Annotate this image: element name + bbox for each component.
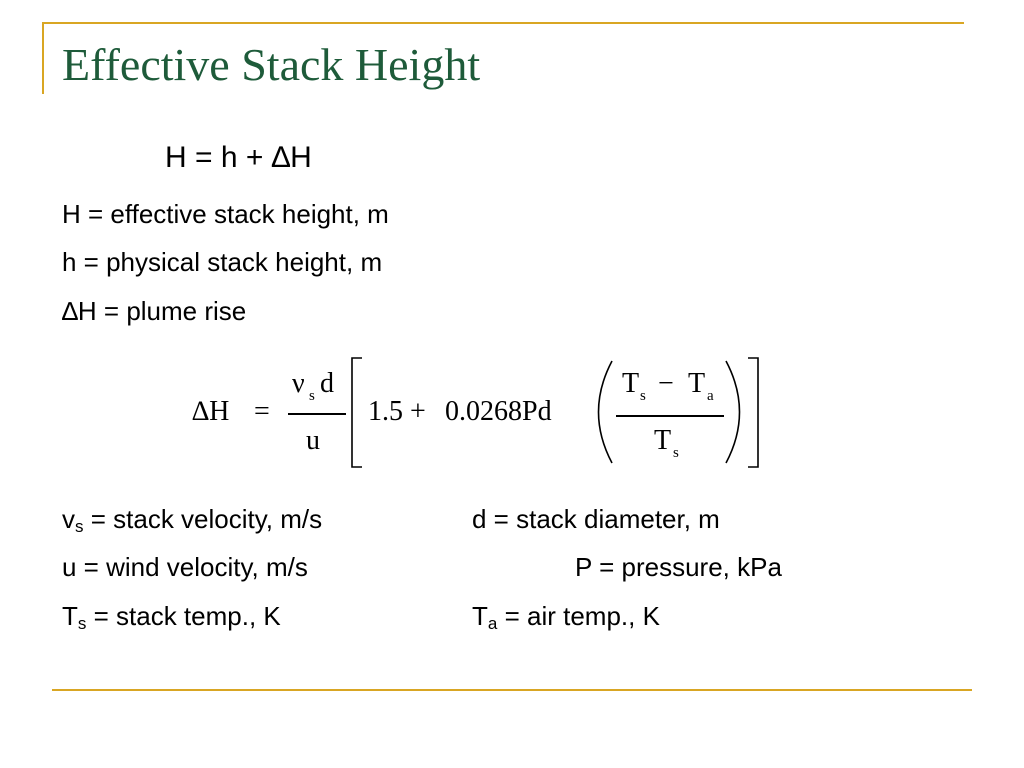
definition-plume-rise: ∆H = plume rise <box>62 296 247 326</box>
left-paren <box>599 361 613 463</box>
left-rule <box>42 22 44 94</box>
formula-equals: = <box>254 396 270 427</box>
top-rule <box>42 22 964 24</box>
variable-air-temp: $T_a$ = air temp., K <box>472 601 660 633</box>
frac2-minus: − <box>658 368 674 399</box>
variable-pressure: P = pressure, kPa <box>575 552 782 582</box>
main-equation: H = h + ∆H <box>165 141 312 174</box>
frac2-num-T1: T <box>622 368 640 399</box>
frac2-num-T2: T <box>688 368 706 399</box>
formula-const-b: 0.0268Pd <box>445 396 552 427</box>
frac1-num-nu: ν <box>292 368 305 399</box>
frac2-den-T: T <box>654 425 672 456</box>
variable-stack-temp: $T_s$ = stack temp., K <box>62 601 281 633</box>
formula-lhs: ∆H <box>192 396 230 427</box>
frac2-bar <box>616 415 724 417</box>
frac1-num-d: d <box>320 368 334 399</box>
variable-stack-diameter: d = stack diameter, m <box>472 504 720 534</box>
plume-rise-formula <box>192 357 772 472</box>
formula-plus: + <box>410 396 426 427</box>
definition-effective-height: H = effective stack height, m <box>62 199 389 229</box>
right-square-bracket <box>748 358 758 467</box>
frac1-den: u <box>306 425 320 456</box>
frac2-den-sub: s <box>673 445 679 461</box>
frac2-num-T1-sub: s <box>640 388 646 404</box>
variable-stack-velocity: $v_s$ = stack velocity, m/s <box>62 504 323 536</box>
frac2-num-T2-sub: a <box>707 388 714 404</box>
slide-title: Effective Stack Height <box>62 39 481 90</box>
definition-physical-height: h = physical stack height, m <box>62 247 383 277</box>
frac1-num-sub: s <box>309 388 315 404</box>
formula-const-a: 1.5 <box>368 396 403 427</box>
left-square-bracket <box>352 358 362 467</box>
variable-wind-velocity: u = wind velocity, m/s <box>62 552 308 582</box>
right-paren <box>726 361 740 463</box>
bottom-rule <box>52 689 972 691</box>
